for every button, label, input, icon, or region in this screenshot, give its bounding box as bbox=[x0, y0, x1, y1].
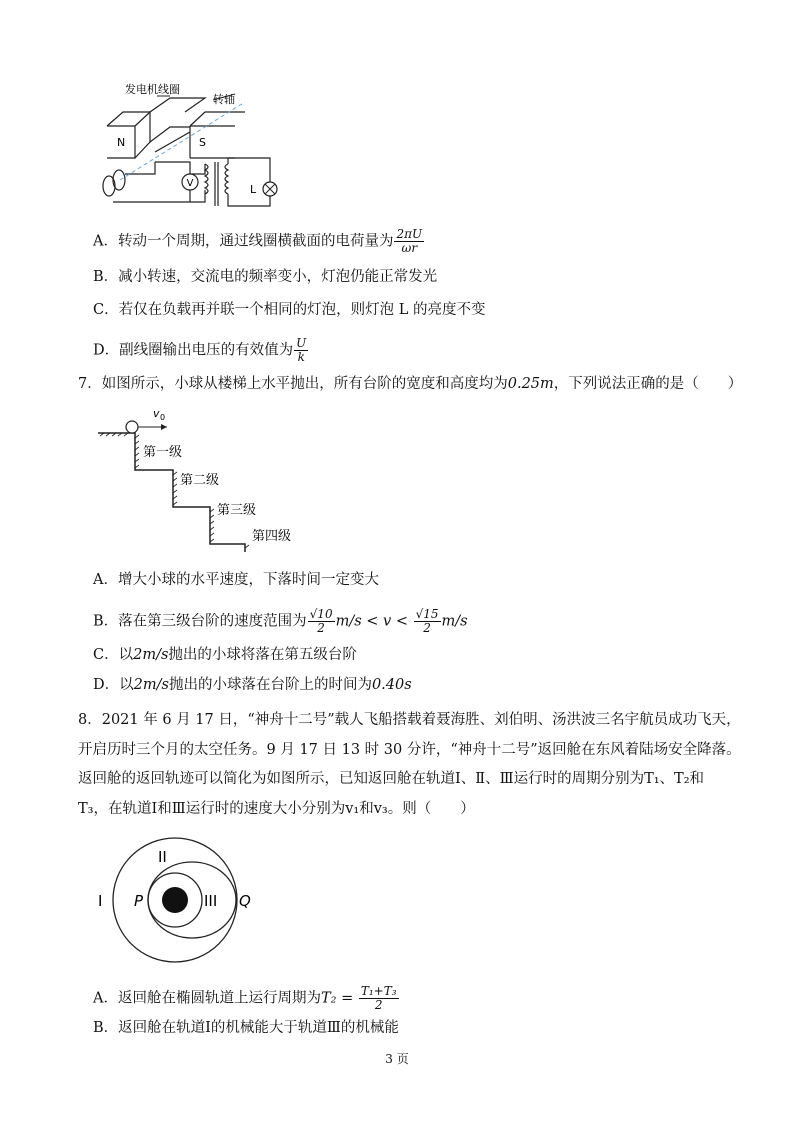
generator-figure bbox=[95, 82, 285, 212]
svg-text:II: II bbox=[158, 848, 167, 866]
svg-text:N: N bbox=[117, 136, 126, 149]
q6-option-b: B．减小转速，交流电的频率变小，灯泡仍能正常发光 bbox=[93, 269, 438, 285]
q7-option-c: C．以2m/s抛出的小球将落在第五级台阶 bbox=[93, 647, 357, 663]
svg-text:转轴: 转轴 bbox=[213, 93, 235, 106]
svg-text:0: 0 bbox=[160, 413, 166, 422]
svg-text:第二级: 第二级 bbox=[180, 473, 220, 488]
q8-stem-line1: 8．2021 年 6 月 17 日，“神舟十二号”载人飞船搭载着聂海胜、刘伯明、汤洪波三名宇航员成功飞天， bbox=[78, 712, 741, 728]
q7-option-b: B．落在第三级台阶的速度范围为 $\frac{√10}{2}$ m/s < v < $\frac{√15}{2}$ m/s bbox=[93, 607, 468, 635]
q8-stem-line4: T₃，在轨道Ⅰ和Ⅲ运行时的速度大小分别为v₁和v₃。则（ ） bbox=[78, 801, 475, 817]
q7-option-d: D．以2m/s抛出的小球落在台阶上的时间为0.40s bbox=[93, 677, 412, 693]
earth-icon bbox=[162, 887, 188, 913]
svg-text:I: I bbox=[98, 892, 103, 910]
q6-option-a: A．转动一个周期，通过线圈横截面的电荷量为 $\frac{2\pi U}{\omega r}$ bbox=[93, 227, 423, 255]
orbit-figure bbox=[92, 832, 272, 972]
q8-stem-line3: 返回舱的返回轨迹可以简化为如图所示，已知返回舱在轨道Ⅰ、Ⅱ、Ⅲ运行时的周期分别为T₁、T₂和 bbox=[78, 771, 705, 787]
svg-text:v: v bbox=[153, 407, 160, 420]
q7-stem: 7．如图所示，小球从楼梯上水平抛出，所有台阶的宽度和高度均为0.25m，下列说法正确的是（ ） bbox=[78, 376, 743, 392]
q8-stem-line2: 开启历时三个月的太空任务。9 月 17 日 13 时 30 分许，“神舟十二号”返回舱在东风着陆场安全降落。 bbox=[78, 742, 741, 758]
svg-text:V: V bbox=[186, 178, 194, 189]
stairs-figure bbox=[95, 402, 315, 560]
svg-text:发电机线圈: 发电机线圈 bbox=[125, 83, 180, 96]
page-number: 3 页 bbox=[385, 1052, 409, 1066]
q7-option-a: A．增大小球的水平速度，下落时间一定变大 bbox=[93, 572, 379, 588]
q8-option-b: B．返回舱在轨道Ⅰ的机械能大于轨道Ⅲ的机械能 bbox=[93, 1020, 399, 1036]
svg-text:L: L bbox=[250, 183, 257, 196]
svg-text:第一级: 第一级 bbox=[143, 445, 183, 460]
q6-option-d: D．副线圈输出电压的有效值为 $\frac{U}{k}$ bbox=[93, 336, 307, 364]
svg-text:P: P bbox=[134, 892, 144, 910]
q6-option-c: C．若仅在负载再并联一个相同的灯泡，则灯泡 L 的亮度不变 bbox=[93, 302, 486, 318]
svg-text:Q: Q bbox=[239, 892, 251, 910]
q8-option-a: A．返回舱在椭圆轨道上运行周期为T₂ = $\frac{\text{T₁+T₃}}{2}$ bbox=[93, 984, 397, 1012]
svg-text:S: S bbox=[199, 136, 206, 149]
ball-icon bbox=[126, 421, 138, 433]
svg-text:第四级: 第四级 bbox=[252, 529, 292, 544]
svg-text:III: III bbox=[204, 892, 218, 910]
svg-text:第三级: 第三级 bbox=[217, 503, 257, 518]
